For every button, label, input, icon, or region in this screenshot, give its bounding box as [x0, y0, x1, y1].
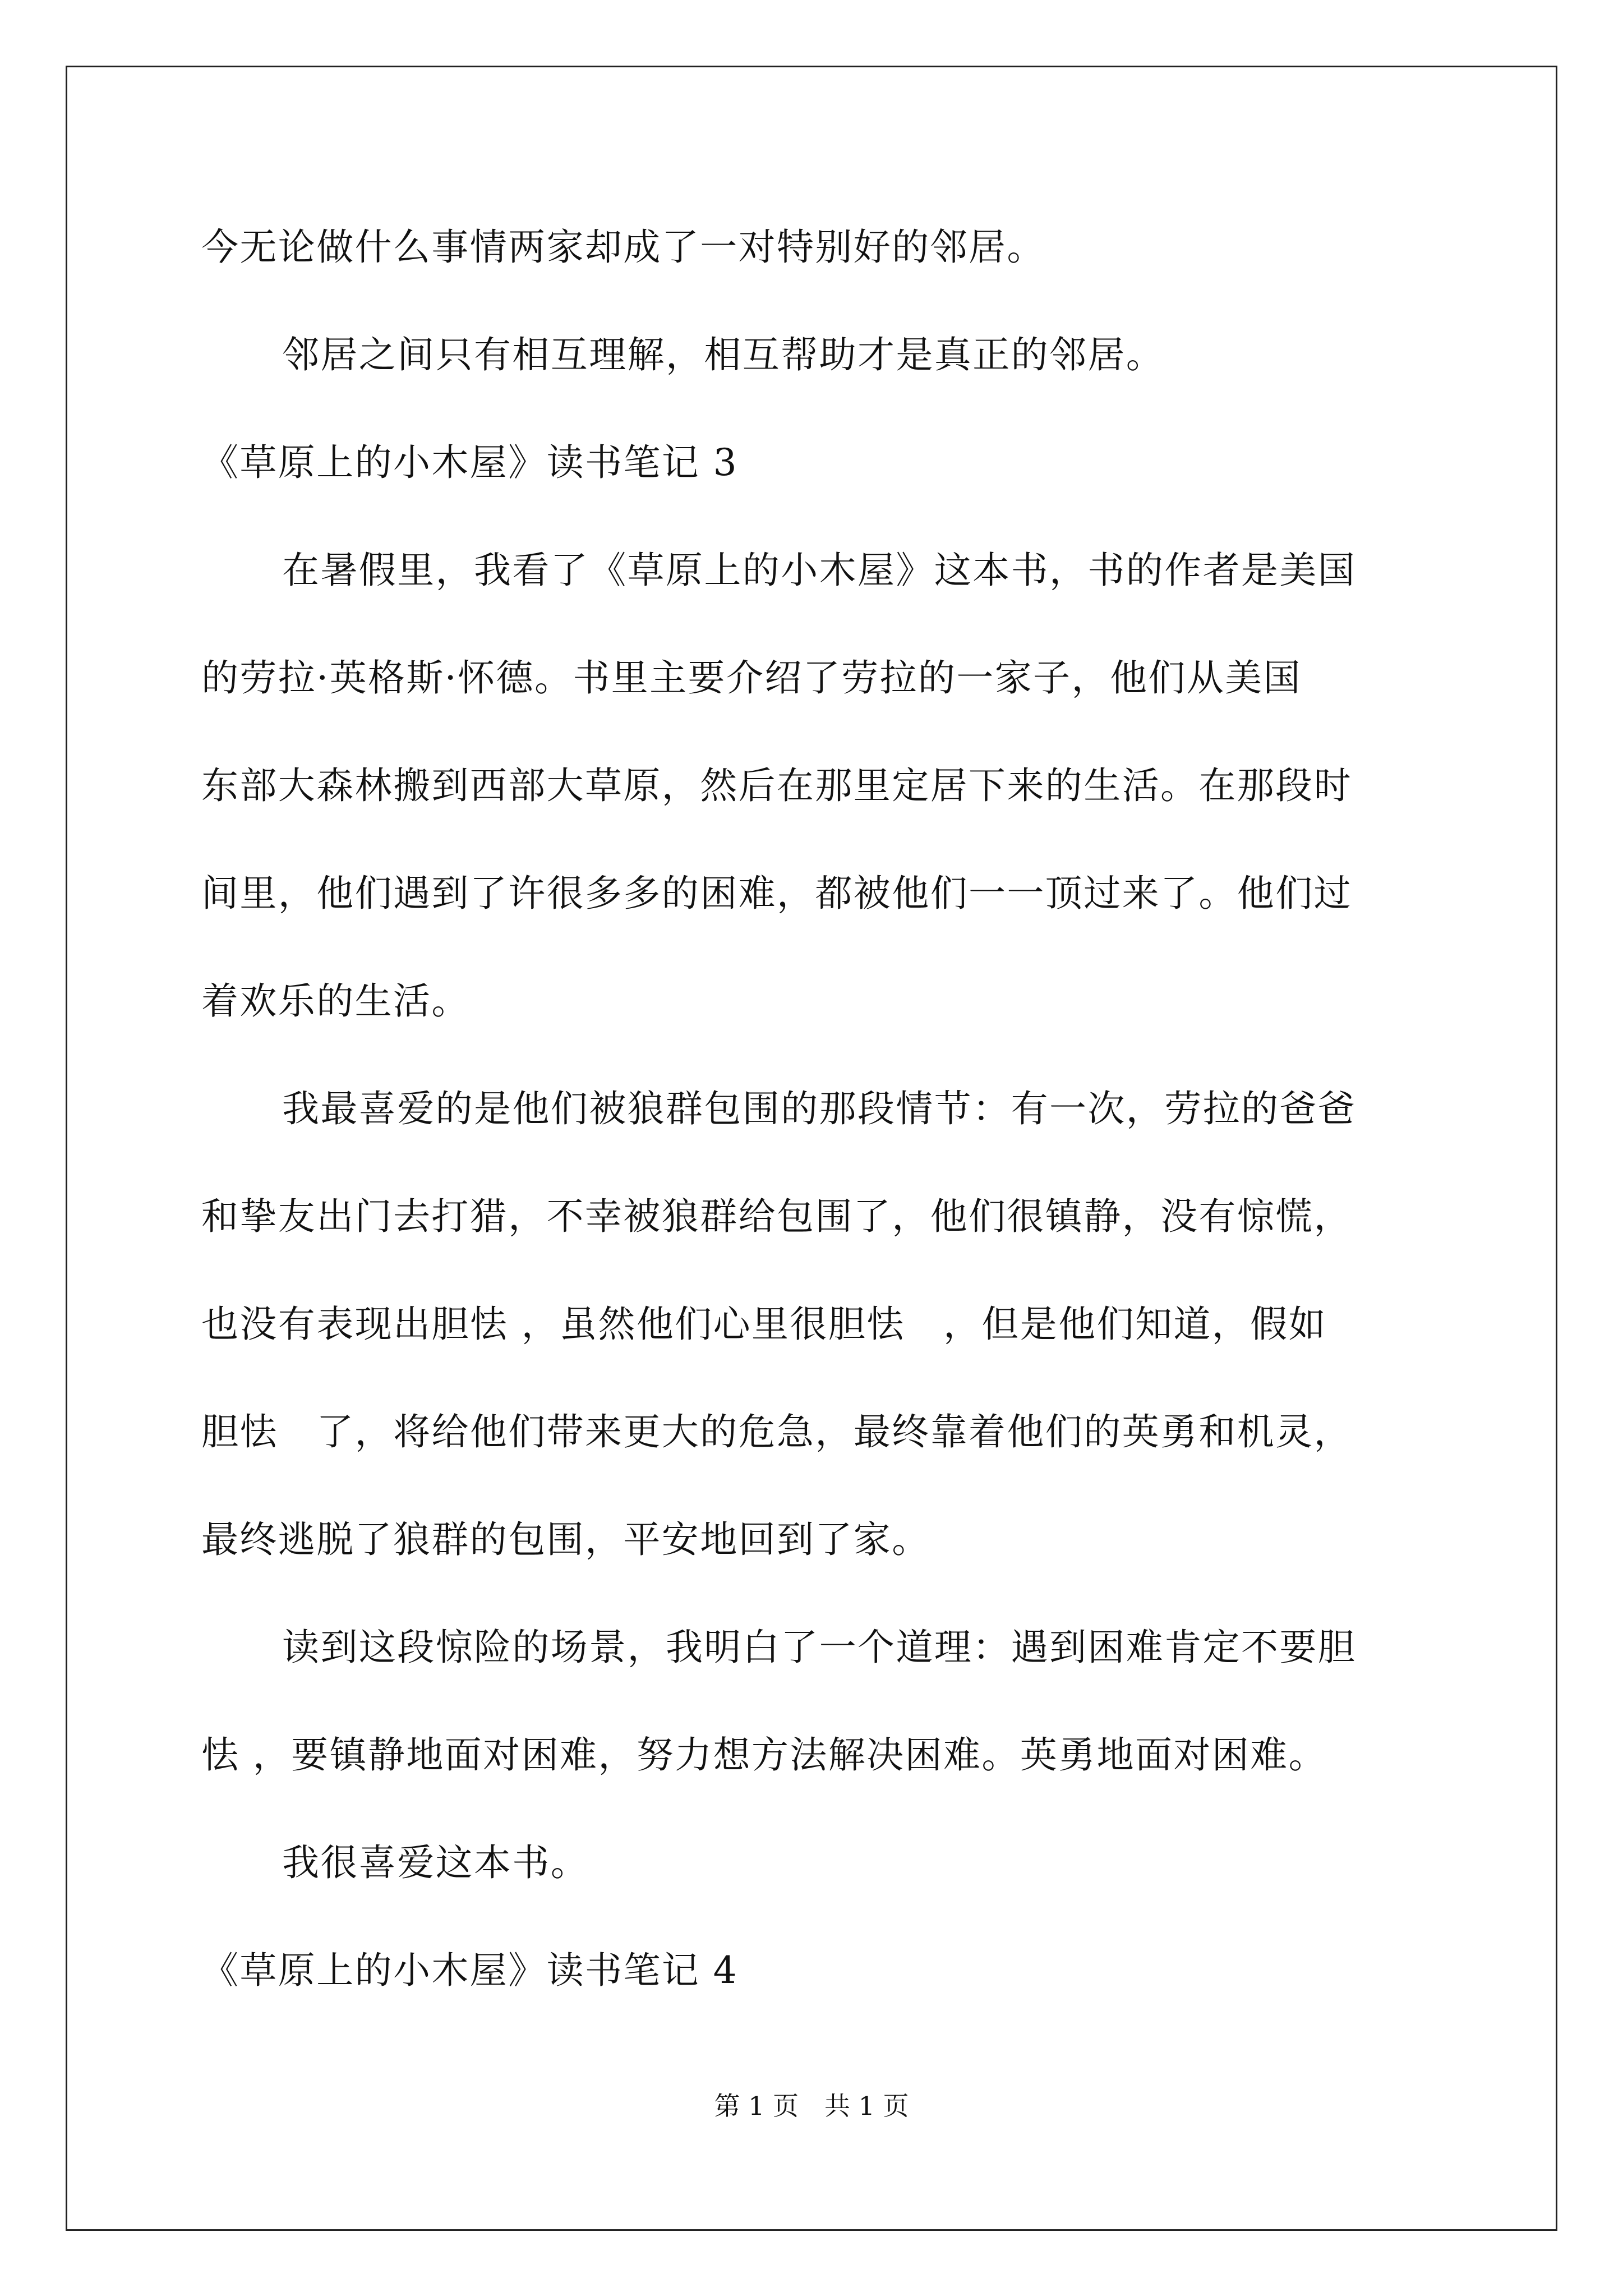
text-line: 的劳拉·英格斯·怀德。书里主要介绍了劳拉的一家子，他们从美国 — [201, 656, 1302, 700]
text-line: 我很喜爱这本书。 — [282, 1841, 589, 1884]
text-line: 着欢乐的生活。 — [201, 979, 470, 1023]
text-line: 最终逃脱了狼群的包围，平安地回到了家。 — [201, 1518, 930, 1561]
text-line: 今无论做什么事情两家却成了一对特别好的邻居。 — [201, 226, 1045, 269]
text-line: 读到这段惊险的场景，我明白了一个道理：遇到困难肯定不要胆 — [282, 1626, 1357, 1669]
text-line: 邻居之间只有相互理解，相互帮助才是真正的邻居。 — [282, 333, 1165, 376]
text-line: 胆怯 了，将给他们带来更大的危急，最终靠着他们的英勇和机灵， — [201, 1410, 1352, 1453]
section-heading: 《草原上的小木屋》读书笔记 4 — [201, 1949, 738, 1992]
text-line: 我最喜爱的是他们被狼群包围的那段情节：有一次，劳拉的爸爸 — [282, 1087, 1357, 1130]
page-footer: 第 1 页 共 1 页 — [714, 2091, 909, 2121]
text-line: 和挚友出门去打猎，不幸被狼群给包围了，他们很镇静，没有惊慌， — [201, 1195, 1352, 1238]
text-line: 也没有表现出胆怯 ，虽然他们心里很胆怯 ，但是他们知道，假如 — [201, 1303, 1327, 1346]
text-line: 东部大森林搬到西部大草原，然后在那里定居下来的生活。在那段时 — [201, 764, 1352, 807]
section-heading: 《草原上的小木屋》读书笔记 3 — [201, 441, 738, 484]
page-border — [66, 66, 1557, 2231]
text-line: 在暑假里，我看了《草原上的小木屋》这本书，书的作者是美国 — [282, 549, 1357, 592]
text-line: 间里，他们遇到了许很多多的困难，都被他们一一顶过来了。他们过 — [201, 872, 1352, 915]
text-line: 怯 ，要镇静地面对困难，努力想方法解决困难。英勇地面对困难。 — [201, 1733, 1327, 1777]
